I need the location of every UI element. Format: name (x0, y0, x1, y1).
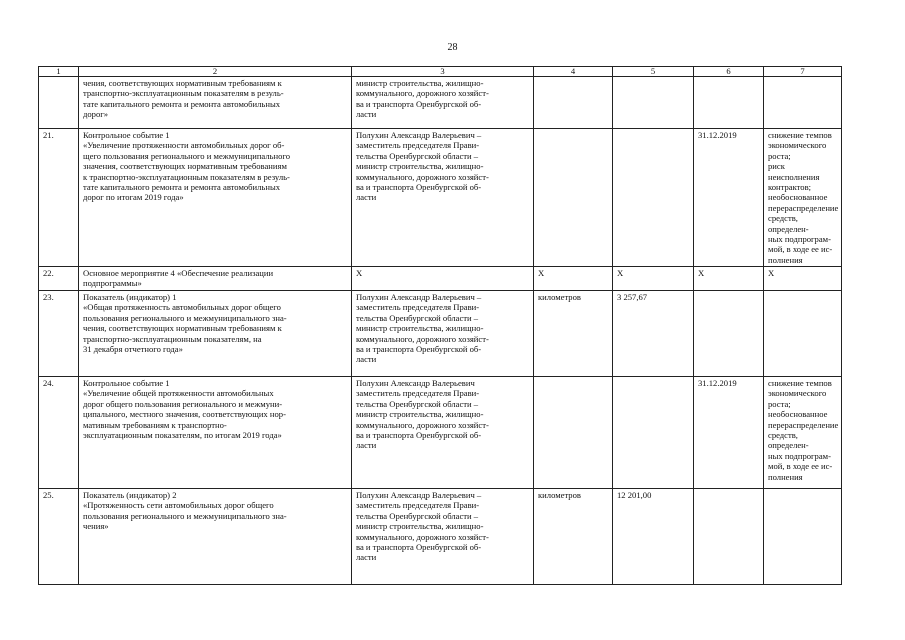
risk (764, 489, 842, 585)
event-name: Контрольное событие 1 «Увеличение общей протяженности автомобильных дорог общего пользования регионального и межмуни- ципального, местного значения, соответствующих нор- мативным требованиям к транспортно- эксплуатационным показателям, по итогам 2019 года» (79, 377, 352, 489)
event-name: Контрольное событие 1 «Увеличение протяженности автомобильных дорог об- щего пользования регионального и межмуниципального значения, соответствующих нормативным требованиям к транспортно-эксплуатационным показателям в резуль- тате капитального ремонта и ремонта автомобильных дорог по итогам 2019 года» (79, 129, 352, 267)
responsible-person: Полухин Александр Валерьевич – заместитель председателя Прави- тельства Оренбургской области – министр строительства, жилищно- коммунального, дорожного хозяйст- ва и транспорта Оренбургской об- ласти (352, 291, 534, 377)
event-name: Показатель (индикатор) 2 «Протяженность сети автомобильных дорог общего пользования регионального и межмуниципального зна- чения» (79, 489, 352, 585)
header-cell: 2 (79, 67, 352, 77)
unit: километров (534, 291, 613, 377)
value (613, 377, 694, 489)
header-cell: 6 (694, 67, 764, 77)
responsible-person: Полухин Александр Валерьевич – заместитель председателя Прави- тельства Оренбургской области – министр строительства, жилищно- коммунального, дорожного хозяйст- ва и транспорта Оренбургской об- ласти (352, 129, 534, 267)
unit (534, 129, 613, 267)
table-row (39, 291, 842, 377)
row-number: 21. (39, 129, 79, 267)
header-cell: 7 (764, 67, 842, 77)
row-number: 23. (39, 291, 79, 377)
table-row (39, 267, 842, 291)
due-date (694, 77, 764, 129)
header-cell: 4 (534, 67, 613, 77)
table-row (39, 129, 842, 267)
risk: снижение темпов экономического роста; риск неисполнения контрактов; необоснованное перераспределение средств, определен- ных подпрограм- мой, в ходе ее ис- полнения (764, 129, 842, 267)
unit: километров (534, 489, 613, 585)
due-date: Х (694, 267, 764, 291)
responsible-person: Полухин Александр Валерьевич заместитель председателя Прави- тельства Оренбургской области – министр строительства, жилищно- коммунального, дорожного хозяйст- ва и транспорта Оренбургской об- ласти (352, 377, 534, 489)
table-row (39, 377, 842, 489)
due-date (694, 489, 764, 585)
table-row (39, 77, 842, 129)
event-name: чения, соответствующих нормативным требованиям к транспортно-эксплуатационным показателям в резуль- тате капитального ремонта и ремонта автомобильных дорог» (79, 77, 352, 129)
due-date: 31.12.2019 (694, 377, 764, 489)
unit (534, 377, 613, 489)
unit (534, 77, 613, 129)
risk (764, 291, 842, 377)
row-number: 25. (39, 489, 79, 585)
value: Х (613, 267, 694, 291)
row-number: 24. (39, 377, 79, 489)
due-date (694, 291, 764, 377)
header-cell: 3 (352, 67, 534, 77)
risk (764, 77, 842, 129)
risk: Х (764, 267, 842, 291)
event-name: Показатель (индикатор) 1 «Общая протяженность автомобильных дорог общего пользования регионального и межмуниципального зна- чения, соответствующих нормативным требованиям к транспортно-эксплуатационным показателям, на 31 декабря отчетного года» (79, 291, 352, 377)
value: 3 257,67 (613, 291, 694, 377)
event-name: Основное мероприятие 4 «Обеспечение реализации подпрограммы» (79, 267, 352, 291)
value: 12 201,00 (613, 489, 694, 585)
due-date: 31.12.2019 (694, 129, 764, 267)
unit: Х (534, 267, 613, 291)
responsible-person: Полухин Александр Валерьевич – заместитель председателя Прави- тельства Оренбургской области – министр строительства, жилищно- коммунального, дорожного хозяйст- ва и транспорта Оренбургской об- ласти (352, 489, 534, 585)
plan-table (38, 66, 842, 585)
value (613, 129, 694, 267)
row-number (39, 77, 79, 129)
responsible-person: министр строительства, жилищно- коммунального, дорожного хозяйст- ва и транспорта Оренбургской об- ласти (352, 77, 534, 129)
header-cell: 5 (613, 67, 694, 77)
row-number: 22. (39, 267, 79, 291)
risk: снижение темпов экономического роста; необоснованное перераспределение средств, определен- ных подпрограм- мой, в ходе ее ис- полнения (764, 377, 842, 489)
header-row (39, 67, 842, 77)
value (613, 77, 694, 129)
page-number: 28 (447, 42, 458, 53)
table-row (39, 489, 842, 585)
header-cell: 1 (39, 67, 79, 77)
responsible-person: Х (352, 267, 534, 291)
